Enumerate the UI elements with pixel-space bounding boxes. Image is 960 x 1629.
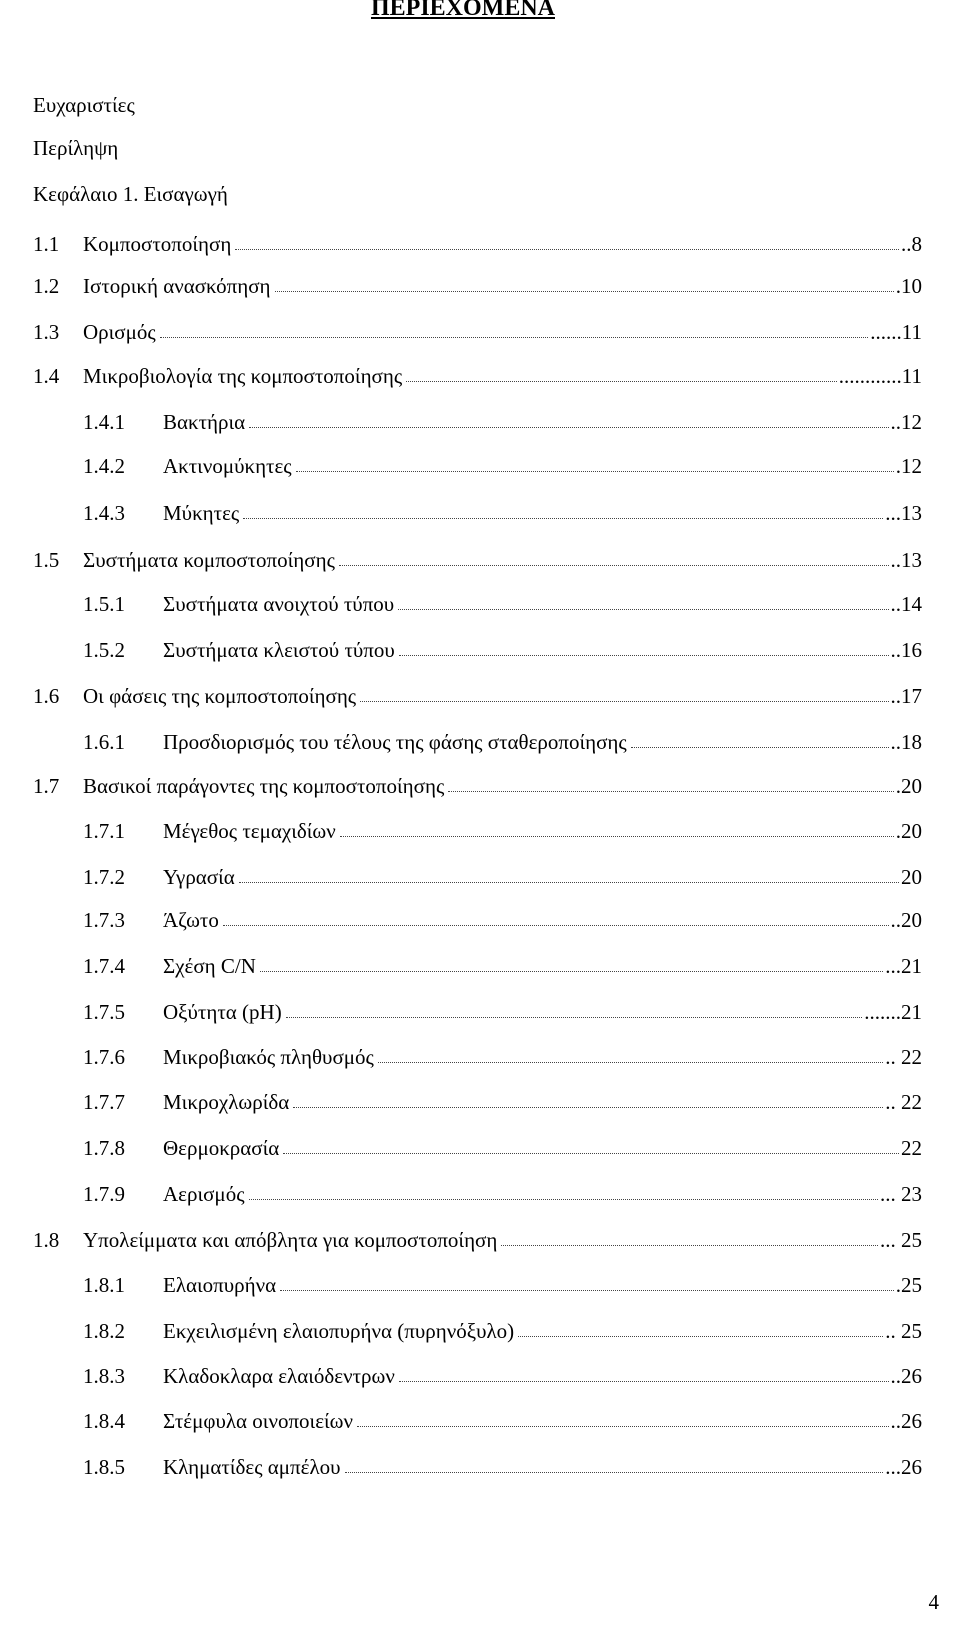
front-matter-acknowledgements: Ευχαριστίες [33, 93, 135, 117]
toc-entry-number: 1.7.9 [83, 1182, 125, 1206]
page-title: ΠΕΡΙΕΧΟΜΕΝΑ [370, 0, 555, 21]
toc-dot-leader [283, 1153, 899, 1154]
toc-dot-leader [249, 1199, 878, 1200]
toc-entry-title: Κομποστοποίηση [83, 232, 232, 256]
toc-entry [83, 906, 922, 934]
toc-entry-number: 1.4 [33, 364, 60, 388]
toc-entry-page: .......21 [864, 1000, 922, 1024]
toc-entry [33, 362, 922, 390]
toc-dot-leader [260, 971, 883, 972]
toc-entry-title: Κληματίδες αμπέλου [163, 1455, 341, 1479]
toc-dot-leader [631, 747, 889, 748]
toc-dot-leader [160, 337, 869, 338]
toc-entry-number: 1.8 [33, 1228, 60, 1252]
toc-entry-number: 1.7.2 [83, 865, 125, 889]
toc-dot-leader [399, 1381, 889, 1382]
toc-entry [33, 1226, 922, 1254]
toc-entry-number: 1.4.2 [83, 454, 125, 478]
toc-entry-page: ..18 [890, 730, 922, 754]
toc-entry-title: Μικροβιακός πληθυσμός [163, 1045, 374, 1069]
toc-entry-page: .20 [895, 819, 922, 843]
toc-dot-leader [501, 1245, 878, 1246]
toc-entry-number: 1.8.2 [83, 1319, 125, 1343]
toc-entry-title: Ιστορική ανασκόπηση [83, 274, 271, 298]
toc-entry-page: ......11 [870, 320, 922, 344]
toc-entry-page: ..26 [890, 1364, 922, 1388]
toc-entry-title: Μικροχλωρίδα [163, 1090, 290, 1114]
toc-entry-page: ..26 [890, 1409, 922, 1433]
toc-entry-title: Μύκητες [163, 501, 240, 525]
toc-entry-title: Βασικοί παράγοντες της κομποστοποίησης [83, 774, 445, 798]
toc-entry-page: ..13 [890, 548, 922, 572]
toc-entry [33, 772, 922, 800]
toc-dot-leader [249, 427, 888, 428]
toc-entry-page: .. 22 [885, 1045, 922, 1069]
toc-dot-leader [518, 1336, 883, 1337]
toc-entry [83, 1453, 922, 1481]
toc-entry-number: 1.4.1 [83, 410, 125, 434]
toc-entry [83, 636, 922, 664]
toc-entry [33, 682, 922, 710]
toc-dot-leader [345, 1472, 884, 1473]
toc-entry-page: ..16 [890, 638, 922, 662]
toc-dot-leader [286, 1017, 863, 1018]
toc-entry-page: .. 25 [885, 1319, 922, 1343]
toc-dot-leader [243, 518, 883, 519]
toc-entry-number: 1.4.3 [83, 501, 125, 525]
toc-entry [83, 408, 922, 436]
toc-entry [83, 1180, 922, 1208]
toc-entry [83, 863, 922, 891]
toc-entry-title: Μέγεθος τεμαχιδίων [163, 819, 336, 843]
toc-entry-title: Ακτινομύκητες [163, 454, 292, 478]
toc-dot-leader [239, 882, 899, 883]
toc-entry [83, 1271, 922, 1299]
toc-dot-leader [340, 836, 894, 837]
toc-entry-title: Εκχειλισμένη ελαιοπυρήνα (πυρηνόξυλο) [163, 1319, 515, 1343]
toc-entry-title: Μικροβιολογία της κομποστοποίησης [83, 364, 403, 388]
toc-entry-number: 1.8.1 [83, 1273, 125, 1297]
toc-entry-page: 22 [901, 1136, 922, 1160]
toc-dot-leader [399, 655, 889, 656]
toc-entry-page: .25 [895, 1273, 922, 1297]
chapter-heading: Κεφάλαιο 1. Εισαγωγή [33, 182, 228, 206]
front-matter-abstract: Περίληψη [33, 136, 119, 160]
toc-entry-number: 1.8.4 [83, 1409, 125, 1433]
toc-dot-leader [223, 925, 889, 926]
toc-entry-page: .10 [895, 274, 922, 298]
toc-entry-page: ... 25 [880, 1228, 922, 1252]
toc-entry-number: 1.7.7 [83, 1090, 125, 1114]
toc-entry-number: 1.5 [33, 548, 60, 572]
toc-entry-title: Συστήματα κλειστού τύπου [163, 638, 395, 662]
toc-dot-leader [360, 701, 888, 702]
toc-entry-page: ... 23 [880, 1182, 922, 1206]
toc-entry [83, 998, 922, 1026]
toc-entry-title: Ορισμός [83, 320, 156, 344]
toc-entry [33, 546, 922, 574]
toc-entry-page: ...21 [885, 954, 922, 978]
toc-dot-leader [357, 1426, 889, 1427]
toc-entry-page: .. 22 [885, 1090, 922, 1114]
toc-entry-number: 1.5.2 [83, 638, 125, 662]
toc-entry-number: 1.3 [33, 320, 60, 344]
page-number: 4 [928, 1590, 939, 1614]
toc-entry-title: Συστήματα κομποστοποίησης [83, 548, 335, 572]
toc-entry-title: Άζωτο [163, 908, 219, 932]
toc-entry-page: .20 [895, 774, 922, 798]
toc-entry-number: 1.7.3 [83, 908, 125, 932]
toc-entry [83, 817, 922, 845]
toc-entry [83, 590, 922, 618]
toc-dot-leader [235, 249, 899, 250]
toc-entry [83, 1134, 922, 1162]
toc-entry-number: 1.7 [33, 774, 60, 798]
toc-entry-title: Βακτήρια [163, 410, 246, 434]
toc-entry [33, 272, 922, 300]
toc-entry-number: 1.7.6 [83, 1045, 125, 1069]
toc-entry-number: 1.7.4 [83, 954, 125, 978]
toc-dot-leader [378, 1062, 883, 1063]
toc-entry [83, 499, 922, 527]
toc-entry [83, 1317, 922, 1345]
toc-entry-title: Αερισμός [163, 1182, 245, 1206]
toc-entry-number: 1.7.8 [83, 1136, 125, 1160]
toc-entry [83, 952, 922, 980]
toc-entry-page: ...26 [885, 1455, 922, 1479]
toc-entry-page: ..20 [890, 908, 922, 932]
toc-entry-title: Συστήματα ανοιχτού τύπου [163, 592, 395, 616]
toc-dot-leader [406, 381, 837, 382]
toc-dot-leader [280, 1290, 894, 1291]
toc-entry-page: ..12 [890, 410, 922, 434]
toc-dot-leader [339, 565, 889, 566]
toc-entry-number: 1.7.1 [83, 819, 125, 843]
toc-entry-number: 1.1 [33, 232, 60, 256]
toc-entry [83, 452, 922, 480]
toc-entry-title: Υπολείμματα και απόβλητα για κομποστοποίηση [83, 1228, 498, 1252]
toc-entry-number: 1.6.1 [83, 730, 125, 754]
toc-entry-page: ............11 [838, 364, 922, 388]
toc-entry [83, 728, 922, 756]
toc-dot-leader [293, 1107, 883, 1108]
toc-dot-leader [296, 471, 894, 472]
toc-entry-number: 1.2 [33, 274, 60, 298]
toc-entry-title: Οι φάσεις της κομποστοποίησης [83, 684, 357, 708]
toc-dot-leader [398, 609, 888, 610]
toc-entry-page: ..8 [901, 232, 922, 256]
toc-entry-title: Οξύτητα (pH) [163, 1000, 282, 1024]
toc-dot-leader [448, 791, 893, 792]
toc-entry-page: ..17 [890, 684, 922, 708]
toc-entry-number: 1.5.1 [83, 592, 125, 616]
toc-entry-page: ...13 [885, 501, 922, 525]
toc-entry [33, 230, 922, 258]
toc-entry [33, 318, 922, 346]
toc-entry-page: ..14 [890, 592, 922, 616]
toc-entry-number: 1.6 [33, 684, 60, 708]
toc-entry-number: 1.8.5 [83, 1455, 125, 1479]
toc-entry [83, 1407, 922, 1435]
toc-entry-title: Θερμοκρασία [163, 1136, 280, 1160]
toc-dot-leader [275, 291, 894, 292]
toc-entry-title: Κλαδοκλαρα ελαιόδεντρων [163, 1364, 395, 1388]
toc-entry-title: Προσδιορισμός του τέλους της φάσης σταθεροποίησης [163, 730, 627, 754]
toc-entry-title: Υγρασία [163, 865, 235, 889]
toc-entry-title: Ελαιοπυρήνα [163, 1273, 277, 1297]
toc-entry-page: .12 [895, 454, 922, 478]
toc-entry [83, 1362, 922, 1390]
toc-entry-page: 20 [901, 865, 922, 889]
toc-entry-number: 1.7.5 [83, 1000, 125, 1024]
toc-entry-number: 1.8.3 [83, 1364, 125, 1388]
toc-entry [83, 1088, 922, 1116]
toc-entry-title: Σχέση C/N [163, 954, 256, 978]
toc-entry-title: Στέμφυλα οινοποιείων [163, 1409, 353, 1433]
toc-entry [83, 1043, 922, 1071]
